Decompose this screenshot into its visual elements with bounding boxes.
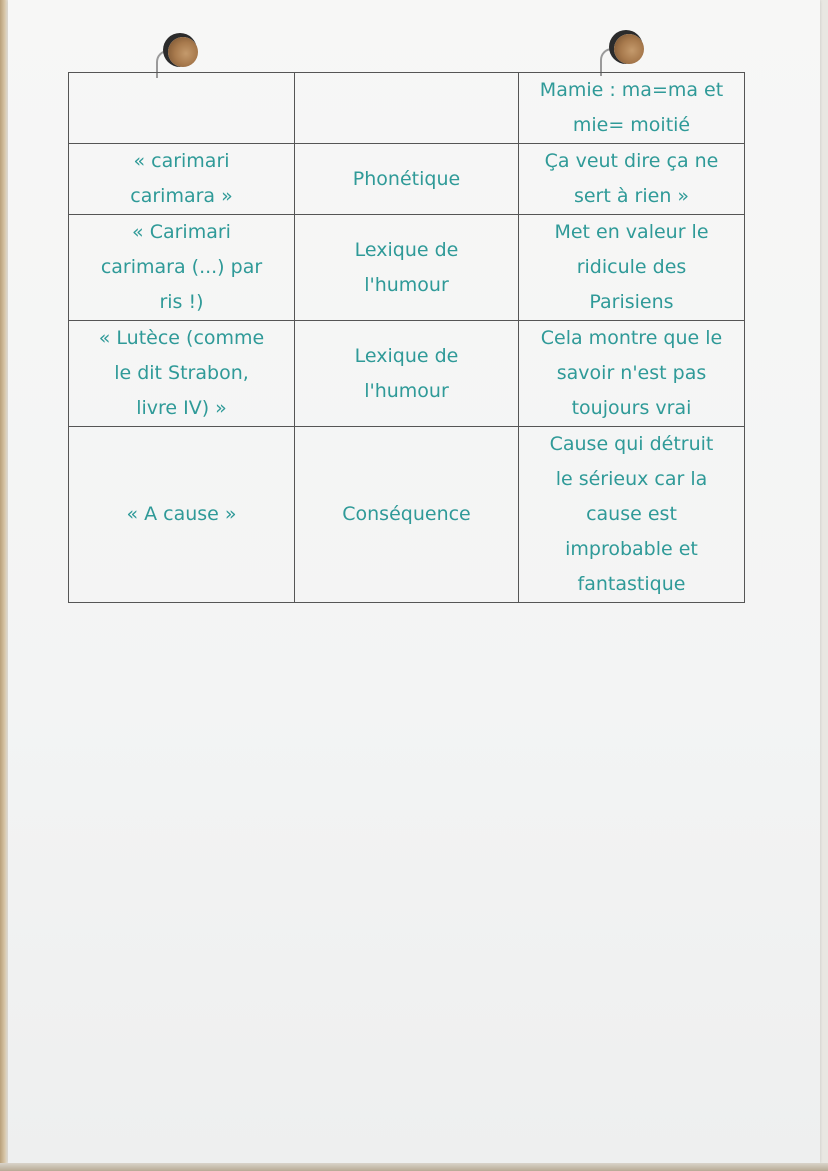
cell-expression: « A cause » xyxy=(69,427,295,603)
cell-effet: Mamie : ma=ma et mie= moitié xyxy=(519,73,745,144)
notes-table xyxy=(68,72,745,603)
cell-procede: Conséquence xyxy=(295,427,519,603)
cell-procede: Phonétique xyxy=(295,144,519,215)
cell-expression: « carimari carimara » xyxy=(69,144,295,215)
table-row xyxy=(69,215,745,321)
binder-ring-icon xyxy=(614,34,644,64)
binder-ring-icon xyxy=(168,37,198,67)
cell-procede xyxy=(295,73,519,144)
table-row xyxy=(69,321,745,427)
cell-expression: « Carimari carimara (...) par ris !) xyxy=(69,215,295,321)
cell-expression: « Lutèce (comme le dit Strabon, livre IV) » xyxy=(69,321,295,427)
cell-expression xyxy=(69,73,295,144)
binder-edge xyxy=(0,0,8,1171)
paper-bottom-edge xyxy=(0,1163,828,1171)
table-row xyxy=(69,73,745,144)
cell-effet: Ça veut dire ça ne sert à rien » xyxy=(519,144,745,215)
cell-effet: Cela montre que le savoir n'est pas toujours vrai xyxy=(519,321,745,427)
table-row xyxy=(69,427,745,603)
cell-procede: Lexique de l'humour xyxy=(295,215,519,321)
table-row xyxy=(69,144,745,215)
cell-effet: Cause qui détruit le sérieux car la cause est improbable et fantastique xyxy=(519,427,745,603)
cell-effet: Met en valeur le ridicule des Parisiens xyxy=(519,215,745,321)
cell-procede: Lexique de l'humour xyxy=(295,321,519,427)
